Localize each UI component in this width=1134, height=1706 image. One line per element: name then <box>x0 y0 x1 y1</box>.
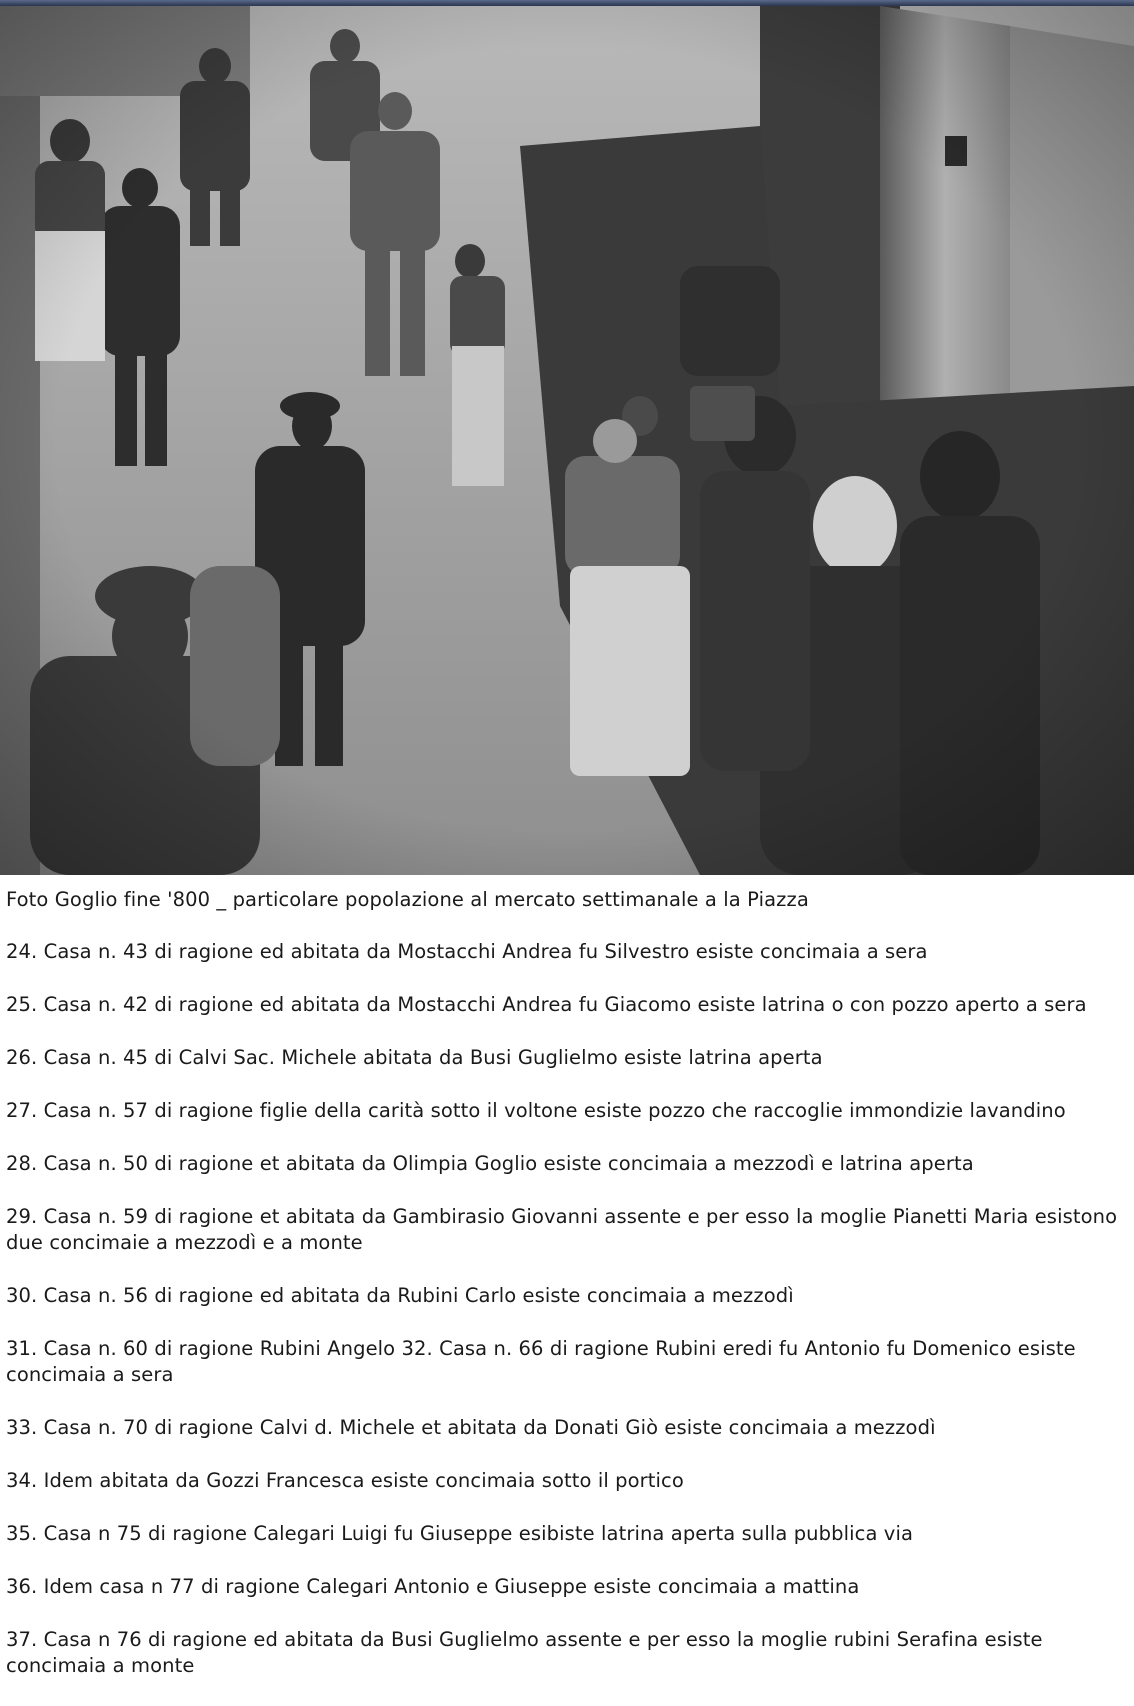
historic-market-photo <box>0 6 1134 875</box>
list-item: 25. Casa n. 42 di ragione ed abitata da Mostacchi Andrea fu Giacomo esiste latrina o con pozzo aperto a sera <box>6 993 1087 1016</box>
list-item: 29. Casa n. 59 di ragione et abitata da Gambirasio Giovanni assente e per esso la moglie Pianetti Maria esistono due concimaie a mezzodì e a monte <box>6 1205 1118 1254</box>
house-entries-list <box>6 939 1130 1706</box>
list-item: 34. Idem abitata da Gozzi Francesca esiste concimaia sotto il portico <box>6 1469 684 1492</box>
list-item: 27. Casa n. 57 di ragione figlie della carità sotto il voltone esiste pozzo che raccoglie immondizie lavandino <box>6 1099 1066 1122</box>
photo-illustration <box>0 6 1134 875</box>
list-item: 28. Casa n. 50 di ragione et abitata da Olimpia Goglio esiste concimaia a mezzodì e latrina aperta <box>6 1152 974 1175</box>
list-item: 24. Casa n. 43 di ragione ed abitata da Mostacchi Andrea fu Silvestro esiste concimaia a sera <box>6 940 928 963</box>
list-item: 37. Casa n 76 di ragione ed abitata da Busi Guglielmo assente e per esso la moglie rubini Serafina esiste concimaia a monte <box>6 1628 1043 1677</box>
list-item: 26. Casa n. 45 di Calvi Sac. Michele abitata da Busi Guglielmo esiste latrina aperta <box>6 1046 823 1069</box>
list-item: 31. Casa n. 60 di ragione Rubini Angelo 32. Casa n. 66 di ragione Rubini eredi fu Antonio fu Domenico esiste concimaia a sera <box>6 1337 1076 1386</box>
photo-caption: Foto Goglio fine '800 _ particolare popolazione al mercato settimanale a la Piazza <box>6 888 809 911</box>
list-item: 36. Idem casa n 77 di ragione Calegari Antonio e Giuseppe esiste concimaia a mattina <box>6 1575 860 1598</box>
list-item: 30. Casa n. 56 di ragione ed abitata da Rubini Carlo esiste concimaia a mezzodì <box>6 1284 794 1307</box>
list-item: 35. Casa n 75 di ragione Calegari Luigi fu Giuseppe esibiste latrina aperta sulla pubblica via <box>6 1522 914 1545</box>
list-item: 33. Casa n. 70 di ragione Calvi d. Michele et abitata da Donati Giò esiste concimaia a mezzodì <box>6 1416 936 1439</box>
